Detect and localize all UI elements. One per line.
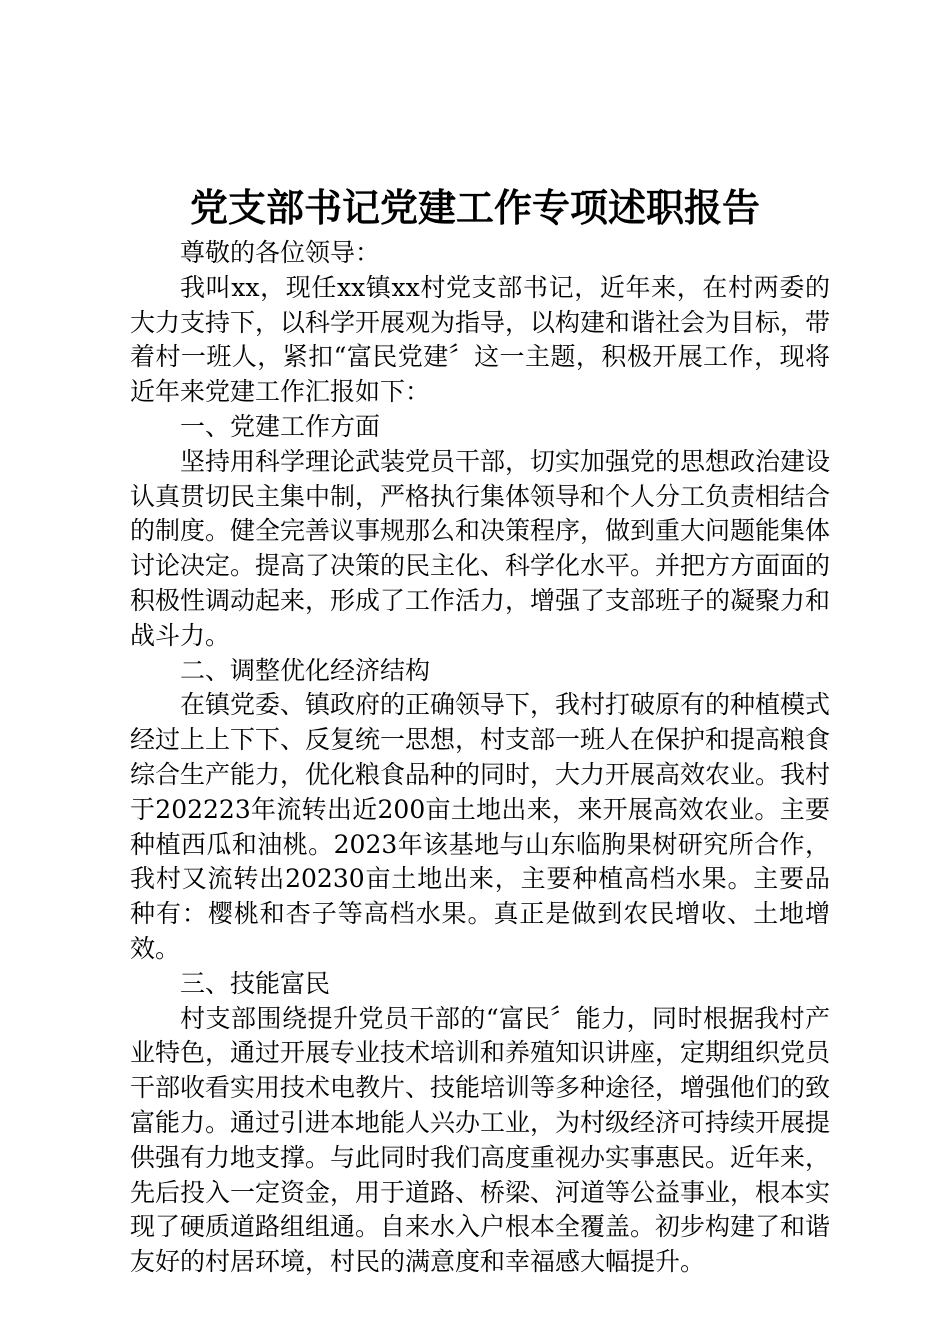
salutation: 尊敬的各位领导： <box>180 238 381 267</box>
section-heading: 二、调整优化经济结构 <box>180 655 431 685</box>
section-paragraph: 在镇党委、镇政府的正确领导下，我村打破原有的种植模式经过上上下下、反复统一思想，村支部一班人在保护和提高粮食综合生产能力，优化粮食品种的同时，大力开展高效农业。我村于202223年流转出近200亩土地出来，来开展高效农业。主要种植西瓜和油桃。2023年该基地与山东临朐果树研究所合作，我村又流转出20230亩土地出来，主要种植高档水果。主要品种有：樱桃和杏子等高档水果。真正是做到农民增收、土地增效。 <box>130 690 831 963</box>
section-paragraph: 坚持用科学理论武装党员干部，切实加强党的思想政治建设认真贯切民主集中制，严格执行集体领导和个人分工负责相结合的制度。健全完善议事规那么和决策程序，做到重大问题能集体讨论决定。提高了决策的民主化、科学化水平。并把方方面面的积极性调动起来，形成了工作活力，增强了支部班子的凝聚力和战斗力。 <box>130 446 831 650</box>
section-heading: 一、党建工作方面 <box>180 411 381 441</box>
section-heading: 三、技能富民 <box>180 968 331 998</box>
document-title: 党支部书记党建工作专项述职报告 <box>189 185 760 230</box>
section-paragraph: 村支部围绕提升党员干部的“富民〞能力，同时根据我村产业特色，通过开展专业技术培训和养殖知识讲座，定期组织党员干部收看实用技术电教片、技能培训等多种途径，增强他们的致富能力。通过引进本地能人兴办工业，为村级经济可持续开展提供强有力地支撑。与此同时我们高度重视办实事惠民。近年来，先后投入一定资金，用于道路、桥梁、河道等公益事业，根本实现了硬质道路组组通。自来水入户根本全覆盖。初步构建了和谐友好的村居环境，村民的满意度和幸福感大幅提升。 <box>130 1003 831 1277</box>
intro-paragraph: 我叫xx，现任xx镇xx村党支部书记，近年来，在村两委的大力支持下，以科学开展观为指导，以构建和谐社会为目标，带着村一班人，紧扣“富民党建〞这一主题，积极开展工作，现将近年来党建工作汇报如下： <box>130 272 831 407</box>
document-body <box>130 236 830 1280</box>
